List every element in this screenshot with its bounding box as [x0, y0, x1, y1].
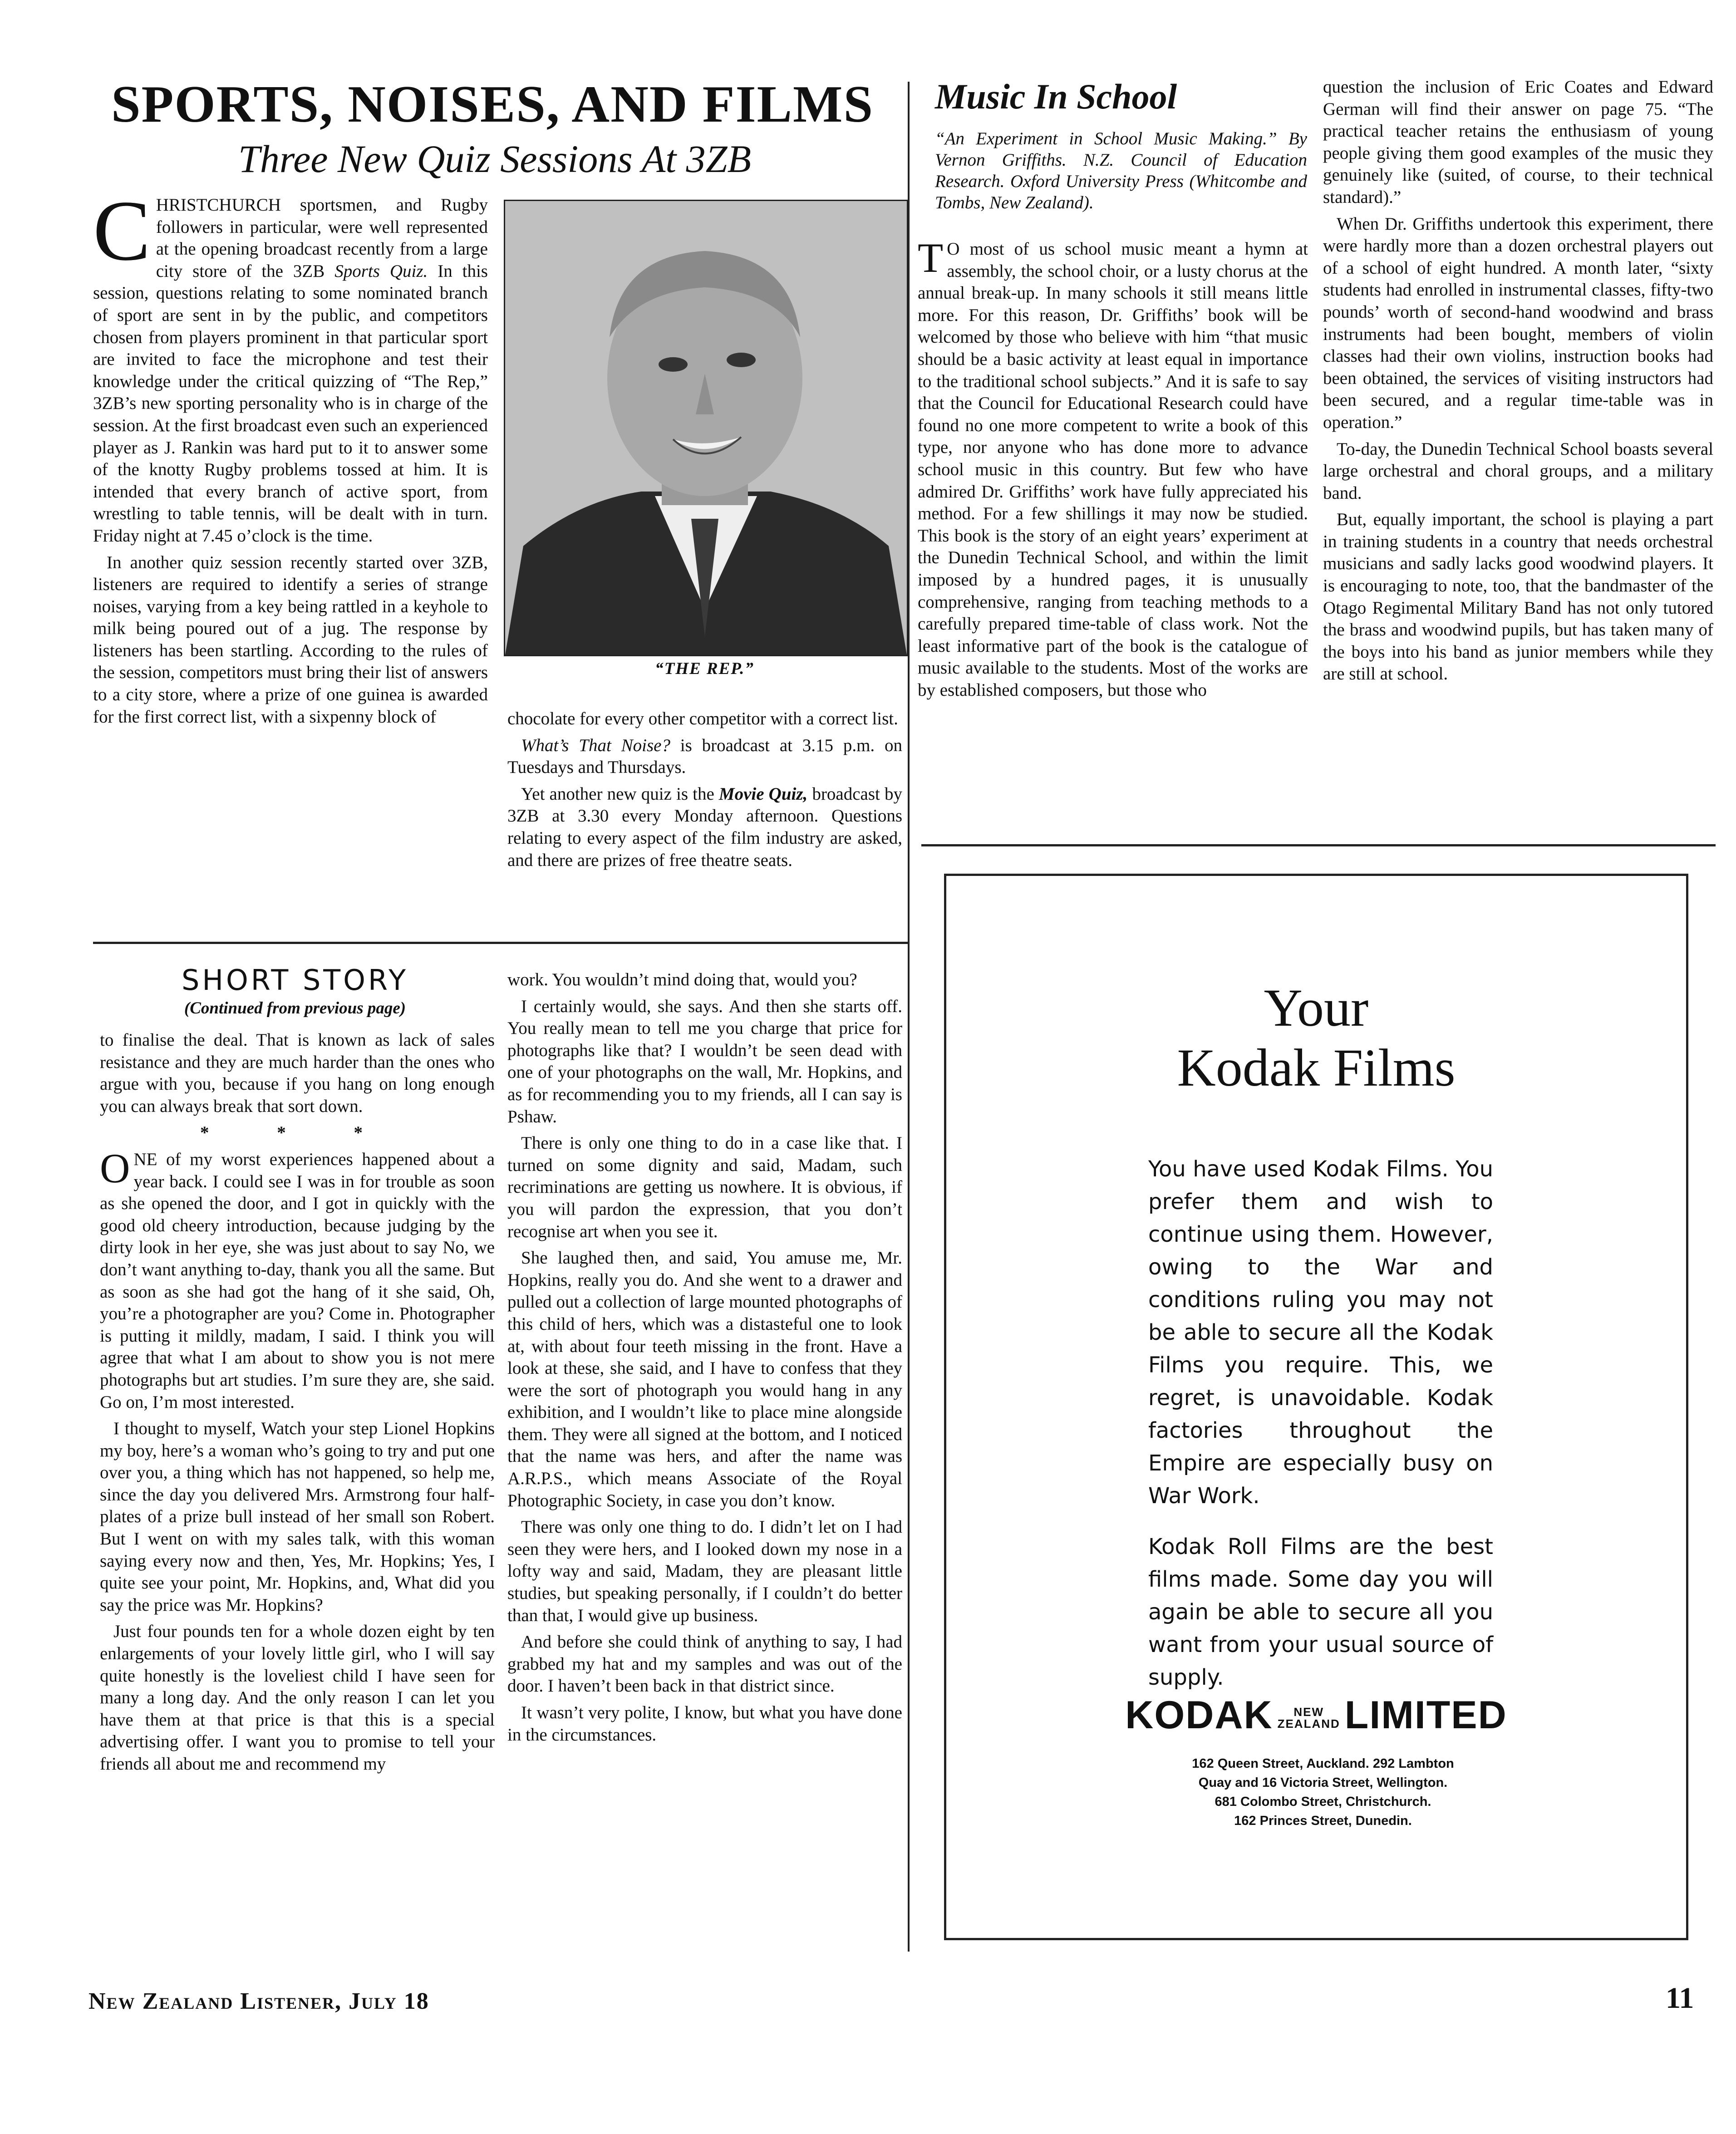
drop-cap: O: [100, 1145, 130, 1191]
story-paragraph-2: I thought to myself, Watch your step Lionel Hopkins my boy, here’s a woman who’s going to try and put one over you, a thing which has not happened, so help me, since the day you delivered Mrs. Armstrong four half-plates of a prize bull instead of her small son Robert. But I went on with my sales talk, with this woman saying every now and then, Yes, Mr. Hopkins; Yes, I quite see your point, Mr. Hopkins, and, What did you say the price was Mr. Hopkins?: [100, 1419, 495, 1615]
music-column-1: [918, 235, 1308, 706]
ad-headline-line-1: Your: [1264, 978, 1369, 1037]
short-story-title: SHORT STORY: [182, 964, 408, 997]
page-number: 11: [1666, 1982, 1694, 2015]
sports-paragraph-2-continued: chocolate for every other competitor with a correct list.: [507, 709, 898, 728]
ad-headline: [946, 978, 1686, 1098]
music-book-reference: “An Experiment in School Music Making.” By Vernon Griffiths. N.Z. Council of Education Research. Oxford University Press (Whitcombe and Tombs, New Zealand).: [935, 129, 1307, 212]
story-paragraph-3-continued: work. You wouldn’t mind doing that, would you?: [507, 970, 857, 989]
ad-company-name: KODAK NEW ZEALAND LIMITED: [1125, 1693, 1507, 1737]
drop-cap: T: [918, 235, 944, 281]
footer-masthead: New Zealand Listener, July 18: [89, 1988, 429, 2014]
new-zealand-mark: NEW ZEALAND: [1277, 1705, 1340, 1731]
story-paragraph-4: I certainly would, she says. And then she starts off. You really mean to tell me you charge that price for photographs like that? I wouldn’t be seen dead with one of your photographs on the wall, Mr. Hopkins, and as for recommending you to my friends, all I can say is Pshaw.: [507, 996, 902, 1126]
section-break-stars: * * *: [200, 1123, 394, 1143]
photo-the-rep: [504, 200, 908, 656]
story-paragraph-0: to finalise the deal. That is known as lack of sales resistance and they are much harder than the ones who argue with you, because if you hang on long enough you can always break that sort down.: [100, 1030, 495, 1116]
story-column-2: [507, 969, 902, 1750]
story-paragraph-3: Just four pounds ten for a whole dozen eight by ten enlargements of your lovely little girl, who I will say quite honestly is the loveliest child I have seen for many a long day. And the only reason I can let you have them at that price is that this is a special advertising offer. I want you to promise to tell your friends all about me and recommend my: [100, 1622, 495, 1774]
sports-paragraph-1: CHRISTCHURCH sportsmen, and Rugby followers in particular, were well represented at the opening broadcast recently from a large city store of the 3ZB Sports Quiz. In this session, questions relating to some nominated branch of sport are sent in by the public, and competitors chosen from players prominent in that particular sport are invited to face the microphone and test their knowledge under the critical quizzing of “The Rep,” 3ZB’s new sporting personality who is in charge of the session. At the first broadcast even such an experienced player as J. Rankin was hard put to it to answer some of the knotty Rugby problems tossed at him. It is intended that every branch of active sport, from wrestling to table tennis, will be dealt with in turn. Friday night at 7.45 o’clock is the time.: [93, 183, 488, 546]
section-rule-right: [921, 844, 1716, 846]
sports-column-left: [93, 183, 488, 733]
music-paragraph-3: To-day, the Dunedin Technical School boasts several large orchestral and choral groups, and a military band.: [1323, 439, 1713, 503]
story-paragraph-5: There is only one thing to do in a case like that. I turned on some dignity and said, Madam, such recriminations are getting us nowhere. It is obvious, if you will pardon the expression, that you don’t recognise art when you see it.: [507, 1133, 902, 1241]
story-paragraph-8: And before she could think of anything to say, I had grabbed my hat and my samples and was out of the door. I haven’t been back in that district since.: [507, 1632, 902, 1696]
sports-column-middle: [507, 708, 902, 876]
sports-subhead: Three New Quiz Sessions At 3ZB: [238, 137, 751, 181]
music-column-2: [1323, 76, 1713, 690]
drop-cap: C: [93, 183, 151, 279]
story-paragraph-9: It wasn’t very polite, I know, but what you have done in the circumstances.: [507, 1703, 902, 1745]
music-paragraph-2: When Dr. Griffiths undertook this experiment, there were hardly more than a dozen orchestral players out of a school of eight hundred. A month later, “sixty students had enrolled in instrumental classes, fifty-two pounds’ worth of second-hand woodwind and brass instruments had been bought, members of violin classes had their own violins, instruction books had been obtained, the services of visiting instructors had been secured, and a regular time-table was in operation.”: [1323, 214, 1713, 432]
ad-body-paragraph-2: Kodak Roll Films are the best films made. Some day you will again be able to secure all you want from your usual source of supply.: [1148, 1534, 1493, 1690]
ad-body-paragraph-1: You have used Kodak Films. You prefer them and wish to continue using them. However, owing to the War and conditions ruling you may not be able to secure all the Kodak Films you require. This, we regret, is unavoidable. Kodak factories throughout the Empire are especially busy on War Work.: [1148, 1156, 1493, 1509]
short-story-continued-note: (Continued from previous page): [184, 999, 406, 1018]
ad-headline-line-2: Kodak Films: [1177, 1038, 1456, 1097]
sports-headline: SPORTS, NOISES, AND FILMS: [111, 75, 874, 133]
portrait-illustration: [505, 201, 907, 655]
kodak-advertisement: [944, 874, 1688, 1940]
sports-paragraph-3: What’s That Noise? is broadcast at 3.15 p.m. on Tuesdays and Thursdays.: [507, 735, 902, 777]
section-rule-left: [93, 942, 908, 944]
story-paragraph-1: ONE of my worst experiences happened about a year back. I could see I was in for trouble as soon as she opened the door, and I got in quickly with the good old cheery introduction, because judging by the dirty look in her eye, she was just about to say No, we don’t want anything to-day, thank you all the same. But as soon as she had got the hang of it she said, Oh, you’re a photographer are you? Come in. Photographer is putting it mildly, madam, I said. I think you will agree that what I am about to show you is not mere photographs but art studies. I’m sure they are, she said. Go on, I’m most interested.: [100, 1145, 495, 1412]
story-paragraph-6: She laughed then, and said, You amuse me, Mr. Hopkins, really you do. And she went to a drawer and pulled out a collection of large mounted photographs of this child of hers, which was a distasteful one to look at, with about four teeth missing in the front. Have a look at these, she said, and I have to confess that they were the sort of photograph you would hang in any exhibition, and I wouldn’t like to place mine alongside them. They were all signed at the bottom, and I noticed that the name was hers, and after the name was A.R.P.S., which means Associate of the Royal Photographic Society, in case you don’t know.: [507, 1248, 902, 1510]
music-paragraph-1: T O most of us school music meant a hymn at assembly, the school choir, or a lusty chorus at the annual break-up. In many schools it still means little more. For this reason, Dr. Griffiths’ book will be welcomed by those who believe with him “that music should be a basic activity at least equal in importance to the traditional school subjects.” And it is safe to say that the Council for Educational Research could have found no one more competent to write a book of this type, nor anyone who has done more to advance school music in this country. But few who have admired Dr. Griffiths’ work have fully appreciated his method. For a few shillings it may now be studied. This book is the story of an eight years’ experiment at the Dunedin Technical School, and within the limit imposed by a hundred pages, it is unusually comprehensive, ranging from teaching methods to a carefully prepared time-table of class work. Not the least informative part of the book is the catalogue of music available to the students. Most of the works are by established composers, but those who: [918, 235, 1308, 700]
music-paragraph-4: But, equally important, the school is playing a part in training students in a country that needs orchestral musicians and sadly lacks good woodwind players. It is encouraging to note, too, that the bandmaster of the Otago Regimental Military Band has not only tutored the brass and woodwind pupils, but has taken many of the boys into his band as junior members while they are still at school.: [1323, 510, 1713, 684]
ad-body: [1148, 1153, 1493, 1712]
sports-paragraph-2: In another quiz session recently started over 3ZB, listeners are required to identify a series of strange noises, varying from a key being rattled in a keyhole to milk being poured out of a jug. The response by listeners has been startling. According to the rules of the session, competitors must bring their list of answers to a city store, where a prize of one guinea is awarded for the first correct list, with a sixpenny block of: [93, 552, 488, 727]
story-paragraph-7: There was only one thing to do. I didn’t let on I had seen they were hers, and I looked down my nose in a lofty way and said, Madam, they are pleasant little studies, but speaking personally, if I couldn’t do better than that, I would give up business.: [507, 1517, 902, 1625]
sports-paragraph-4: Yet another new quiz is the Movie Quiz, broadcast by 3ZB at 3.30 every Monday afternoon. Questions relating to every aspect of the film industry are asked, and there are prizes of free theatre seats.: [507, 784, 903, 870]
music-title: Music In School: [935, 77, 1177, 116]
ad-addresses: 162 Queen Street, Auckland. 292 Lambton Quay and 16 Victoria Street, Wellington. 681 Colombo Street, Christchurch. 162 Princes Street, Dunedin.: [1192, 1756, 1454, 1828]
music-paragraph-1-continued: question the inclusion of Eric Coates and Edward German will find their answer on page 75. “The practical teacher retains the enthusiasm of young people giving them good examples of the music they genuinely like (suited, of course, to their technical standard).”: [1323, 77, 1713, 207]
column-rule-vertical-main: [908, 82, 910, 1952]
photo-caption: “THE REP.”: [655, 659, 754, 678]
story-column-1: [100, 1029, 495, 1780]
